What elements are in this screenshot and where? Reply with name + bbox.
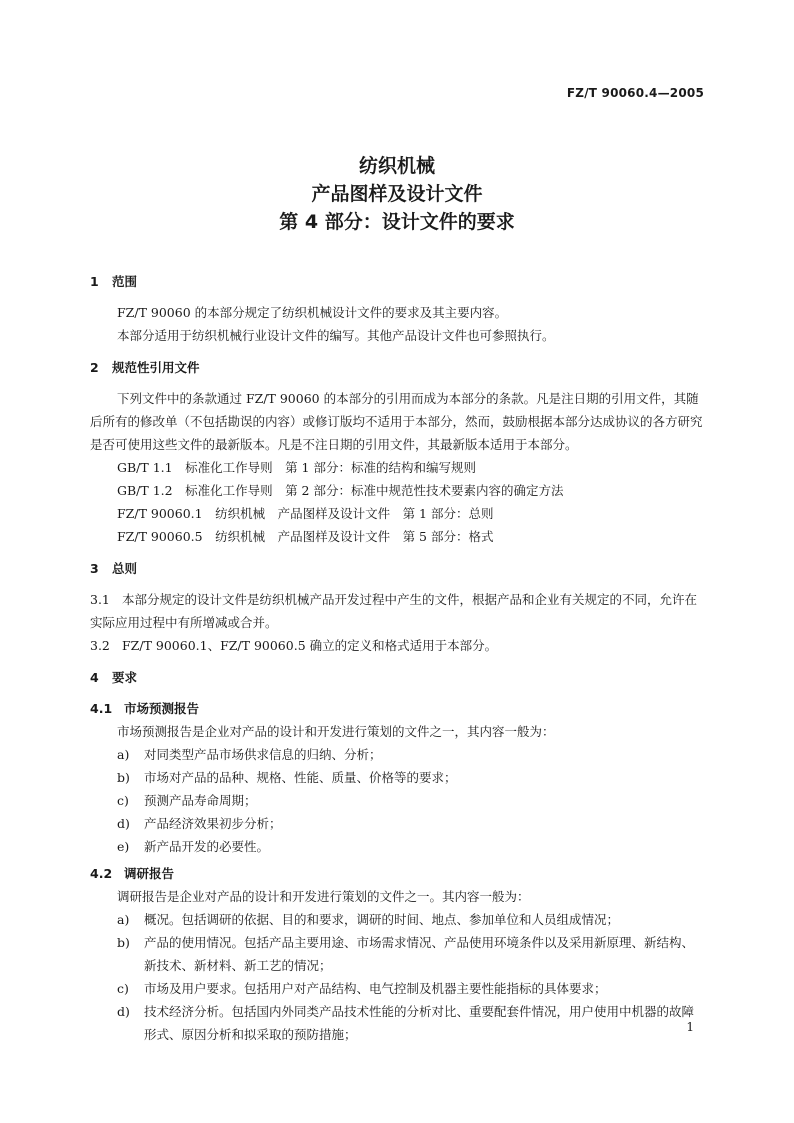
document-title [0,152,794,236]
list-marker: c) [117,981,129,996]
clause-number: 3.1 [90,592,110,607]
title-line-2: 产品图样及设计文件 [311,183,483,205]
list-text: 市场对产品的品种、规格、性能、质量、价格等的要求； [144,770,457,785]
list-marker: c) [117,793,129,808]
subsection-title: 市场预测报告 [124,701,200,716]
list-text: 市场及用户要求。包括用户对产品结构、电气控制及机器主要性能指标的具体要求； [144,981,607,996]
clause-text: 本部分规定的设计文件是纺织机械产品开发过程中产生的文件，根据产品和企业有关规定的不同，允许在实际应用过程中有所增减或合并。 [90,592,698,630]
paragraph: 本部分适用于纺织机械行业设计文件的编写。其他产品设计文件也可参照执行。 [117,328,555,343]
title-line-3: 第 4 部分：设计文件的要求 [279,211,515,233]
list-marker: b) [117,935,130,950]
list-item [90,743,706,766]
list-text: 概况。包括调研的依据、目的和要求，调研的时间、地点、参加单位和人员组成情况； [144,912,620,927]
list-marker: d) [117,1004,130,1019]
page-number: 1 [686,1020,694,1034]
list-item [90,812,706,835]
section-heading-general [90,557,706,580]
section-title: 范围 [112,274,138,289]
clause-text: FZ/T 90060.1、FZ/T 90060.5 确立的定义和格式适用于本部分。 [122,638,498,653]
list-text: 对同类型产品市场供求信息的归纳、分析； [144,747,382,762]
list-text: 新产品开发的必要性。 [144,839,270,854]
section-title: 总则 [112,561,138,576]
subsection-heading-market-forecast [90,697,706,720]
clause-number: 3.2 [90,638,110,653]
clause-3-2 [90,634,706,657]
paragraph: FZ/T 90060 的本部分规定了纺织机械设计文件的要求及其主要内容。 [117,305,508,320]
section-heading-scope [90,270,706,293]
section-number: 4 [90,670,99,685]
list-item [90,1000,706,1046]
paragraph: 调研报告是企业对产品的设计和开发进行策划的文件之一。其内容一般为： [117,889,530,904]
reference-item: FZ/T 90060.1 纺织机械 产品图样及设计文件 第 1 部分：总则 [117,506,494,521]
section-heading-normative-references [90,356,706,379]
list-item [90,766,706,789]
section-title: 要求 [112,670,138,685]
section-number: 1 [90,274,99,289]
list-text: 产品的使用情况。包括产品主要用途、市场需求情况、产品使用环境条件以及采用新原理、新结构、新技术、新材料、新工艺的情况； [144,935,695,973]
list-item [90,931,706,977]
list-marker: a) [117,912,130,927]
list-item [90,908,706,931]
list-item [90,789,706,812]
document-body [90,268,706,1046]
list-item [90,835,706,858]
clause-3-1 [90,588,706,634]
subsection-number: 4.1 [90,701,113,716]
list-text: 预测产品寿命周期； [144,793,257,808]
list-marker: a) [117,747,130,762]
reference-item: GB/T 1.2 标准化工作导则 第 2 部分：标准中规范性技术要素内容的确定方法 [117,483,564,498]
section-heading-requirements [90,666,706,689]
list-marker: b) [117,770,130,785]
section-number: 3 [90,561,99,576]
subsection-heading-research-report [90,862,706,885]
paragraph: 下列文件中的条款通过 FZ/T 90060 的本部分的引用而成为本部分的条款。凡是注日期的引用文件，其随后所有的修改单（不包括勘误的内容）或修订版均不适用于本部分，然而，鼓励根据本部分达成协议的各方研究是否可使用这些文件的最新版本。凡是不注日期的引用文件，其最新版本适用于本部分。 [90,391,703,452]
reference-item: FZ/T 90060.5 纺织机械 产品图样及设计文件 第 5 部分：格式 [117,529,494,544]
list-marker: e) [117,839,130,854]
section-title: 规范性引用文件 [112,360,200,375]
list-text: 技术经济分析。包括国内外同类产品技术性能的分析对比、重要配套件情况，用户使用中机器的故障形式、原因分析和拟采取的预防措施； [144,1004,695,1042]
reference-item: GB/T 1.1 标准化工作导则 第 1 部分：标准的结构和编写规则 [117,460,476,475]
paragraph: 市场预测报告是企业对产品的设计和开发进行策划的文件之一，其内容一般为： [117,724,555,739]
standard-code: FZ/T 90060.4—2005 [566,86,704,100]
list-marker: d) [117,816,130,831]
list-item [90,977,706,1000]
list-text: 产品经济效果初步分析； [144,816,282,831]
title-line-1: 纺织机械 [358,155,435,177]
subsection-number: 4.2 [90,866,113,881]
subsection-title: 调研报告 [124,866,175,881]
section-number: 2 [90,360,99,375]
